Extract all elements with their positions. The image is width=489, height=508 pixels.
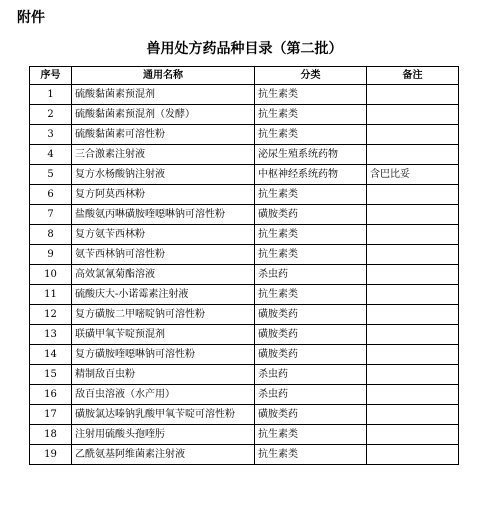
- drug-name: 硫酸黏菌素可溶性粉: [72, 125, 255, 145]
- drug-name: 三合激素注射液: [72, 145, 255, 165]
- drug-name: 氨苄西林钠可溶性粉: [72, 245, 255, 265]
- drug-name: 精制敌百虫粉: [72, 365, 255, 385]
- drug-note: [367, 385, 459, 405]
- drug-name: 复方磺胺喹噁啉钠可溶性粉: [72, 345, 255, 365]
- table-row: [30, 185, 459, 205]
- row-number: 8: [30, 225, 72, 245]
- row-number: 7: [30, 205, 72, 225]
- row-number: 15: [30, 365, 72, 385]
- drug-note: [367, 125, 459, 145]
- drug-category: 抗生素类: [255, 125, 367, 145]
- drug-note: [367, 205, 459, 225]
- drug-category: 磺胺类药: [255, 325, 367, 345]
- drug-category: 杀虫药: [255, 265, 367, 285]
- drug-category: 抗生素类: [255, 285, 367, 305]
- drug-note: [367, 425, 459, 445]
- table-row: [30, 325, 459, 345]
- table-row: [30, 385, 459, 405]
- table-header-row: [30, 67, 459, 85]
- drug-name: 硫酸黏菌素预混剂: [72, 85, 255, 105]
- drug-category: 磺胺类药: [255, 405, 367, 425]
- table-row: [30, 425, 459, 445]
- drug-name: 硫酸庆大-小诺霉素注射液: [72, 285, 255, 305]
- drug-name: 敌百虫溶液（水产用）: [72, 385, 255, 405]
- drug-note: 含巴比妥: [367, 165, 459, 185]
- drug-note: [367, 365, 459, 385]
- attachment-label: 附件: [17, 10, 45, 26]
- drug-category: 杀虫药: [255, 365, 367, 385]
- drug-name: 磺胺氯达嗪钠乳酸甲氧苄啶可溶性粉: [72, 405, 255, 425]
- table-row: [30, 345, 459, 365]
- drug-name: 复方阿莫西林粉: [72, 185, 255, 205]
- row-number: 6: [30, 185, 72, 205]
- drug-category: 抗生素类: [255, 445, 367, 465]
- drug-note: [367, 285, 459, 305]
- row-number: 2: [30, 105, 72, 125]
- drug-category: 杀虫药: [255, 385, 367, 405]
- row-number: 19: [30, 445, 72, 465]
- table-row: [30, 105, 459, 125]
- drug-note: [367, 405, 459, 425]
- table-row: [30, 225, 459, 245]
- drug-note: [367, 325, 459, 345]
- column-header-number: 序号: [30, 67, 72, 85]
- drug-note: [367, 145, 459, 165]
- drug-note: [367, 345, 459, 365]
- row-number: 13: [30, 325, 72, 345]
- page-title: 兽用处方药品种目录（第二批）: [146, 41, 343, 57]
- drug-note: [367, 305, 459, 325]
- drug-category: 抗生素类: [255, 245, 367, 265]
- table-row: [30, 265, 459, 285]
- row-number: 17: [30, 405, 72, 425]
- row-number: 10: [30, 265, 72, 285]
- drug-name: 盐酸氨丙啉磺胺喹噁啉钠可溶性粉: [72, 205, 255, 225]
- row-number: 1: [30, 85, 72, 105]
- table-row: [30, 285, 459, 305]
- drug-name: 高效氯氰菊酯溶液: [72, 265, 255, 285]
- row-number: 5: [30, 165, 72, 185]
- drug-name: 复方水杨酸钠注射液: [72, 165, 255, 185]
- drug-name: 联磺甲氧苄啶预混剂: [72, 325, 255, 345]
- drug-note: [367, 105, 459, 125]
- table-row: [30, 245, 459, 265]
- drug-note: [367, 265, 459, 285]
- drug-name: 乙酰氨基阿维菌素注射液: [72, 445, 255, 465]
- row-number: 11: [30, 285, 72, 305]
- drug-category: 磺胺类药: [255, 345, 367, 365]
- column-header-generic-name: 通用名称: [72, 67, 255, 85]
- table-row: [30, 445, 459, 465]
- table-row: [30, 205, 459, 225]
- row-number: 3: [30, 125, 72, 145]
- drug-category: 抗生素类: [255, 185, 367, 205]
- table-row: [30, 305, 459, 325]
- drug-category: 磺胺类药: [255, 305, 367, 325]
- table-row: [30, 145, 459, 165]
- column-header-note: 备注: [367, 67, 459, 85]
- drug-note: [367, 445, 459, 465]
- row-number: 12: [30, 305, 72, 325]
- drug-note: [367, 185, 459, 205]
- drug-category: 抗生素类: [255, 85, 367, 105]
- drug-name: 注射用硫酸头孢喹肟: [72, 425, 255, 445]
- column-header-category: 分类: [255, 67, 367, 85]
- drug-category: 磺胺类药: [255, 205, 367, 225]
- table-row: [30, 125, 459, 145]
- drug-note: [367, 245, 459, 265]
- drug-category: 中枢神经系统药物: [255, 165, 367, 185]
- drug-note: [367, 85, 459, 105]
- table-row: [30, 405, 459, 425]
- drug-name: 硫酸黏菌素预混剂（发酵）: [72, 105, 255, 125]
- table-row: [30, 165, 459, 185]
- drug-note: [367, 225, 459, 245]
- drug-name: 复方氨苄西林粉: [72, 225, 255, 245]
- row-number: 18: [30, 425, 72, 445]
- row-number: 16: [30, 385, 72, 405]
- row-number: 14: [30, 345, 72, 365]
- drug-name: 复方磺胺二甲嘧啶钠可溶性粉: [72, 305, 255, 325]
- drug-category: 抗生素类: [255, 425, 367, 445]
- drug-category: 抗生素类: [255, 225, 367, 245]
- table-row: [30, 365, 459, 385]
- drug-catalog-table: [29, 66, 459, 465]
- drug-category: 泌尿生殖系统药物: [255, 145, 367, 165]
- row-number: 9: [30, 245, 72, 265]
- table-row: [30, 85, 459, 105]
- row-number: 4: [30, 145, 72, 165]
- drug-category: 抗生素类: [255, 105, 367, 125]
